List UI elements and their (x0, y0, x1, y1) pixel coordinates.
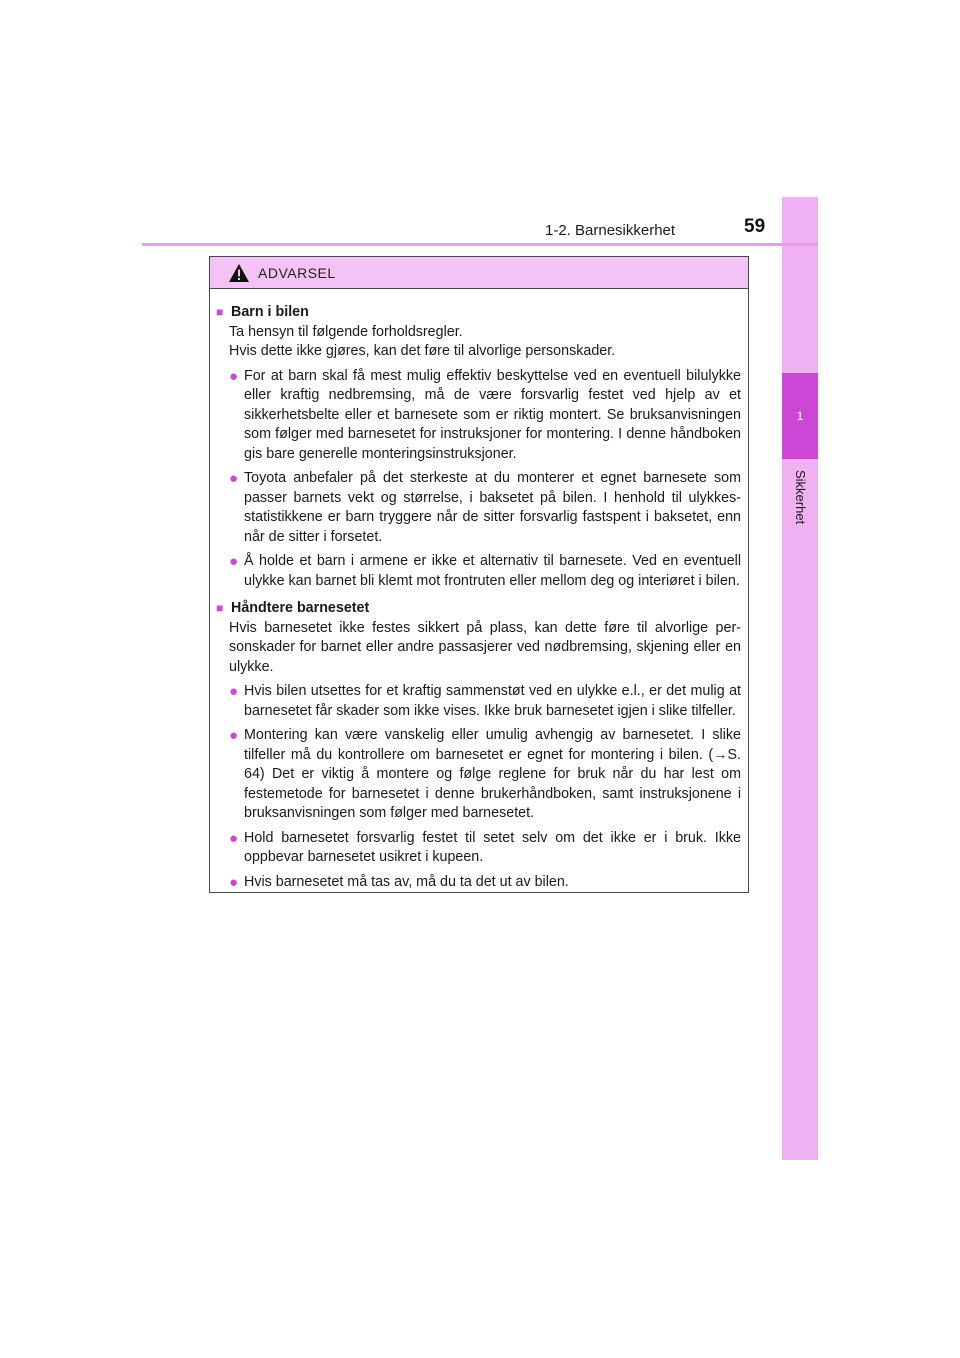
topic-title: Barn i bilen (231, 304, 309, 320)
header-divider (142, 243, 818, 246)
bullet-text: Hvis barnesetet må tas av, må du ta det ut av bilen. (244, 873, 569, 890)
list-item (216, 552, 741, 591)
bullet-text: Hold barnesetet forsvarlig festet til setet selv om det ikke er i bruk. Ikke oppbevar barnesetet usikret i kupeen. (244, 829, 741, 865)
bullet-dot-icon: ● (229, 829, 239, 847)
list-item (216, 829, 741, 868)
bullet-text: Hvis bilen utsettes for et kraftig sammenstøt ved en ulykke e.l., er det mulig at barnesetet får skader som ikke vises. Ikke bruk barnesetet igjen i slike tilfeller. (244, 683, 741, 719)
chapter-number: 1 (796, 409, 804, 423)
topic-intro (216, 619, 741, 678)
warning-box (209, 256, 749, 893)
bullet-dot-icon: ● (229, 367, 239, 385)
bullet-text: Å holde et barn i armene er ikke et alternativ til barnesete. Ved en eventuell ulykke kan barnet bli klemt mot frontruten eller mellom deg og interiøret i bilen. (244, 553, 741, 589)
page-number: 59 (744, 216, 766, 237)
bullet-dot-icon: ● (229, 470, 239, 487)
bullet-dot-icon: ● (229, 727, 239, 744)
section-title: 1-2. Barnesikkerhet (545, 222, 676, 239)
bullet-dot-icon: ● (229, 553, 239, 570)
square-bullet-icon: ■ (216, 305, 224, 319)
list-item (216, 367, 741, 465)
topic-title: Håndtere barnesetet (231, 600, 370, 616)
intro-line: Hvis dette ikke gjøres, kan det føre til alvorlige personskader. (229, 343, 616, 359)
topic-handling-child-seat (216, 599, 741, 892)
warning-triangle-icon (228, 263, 250, 283)
chapter-label: Sikkerhet (793, 470, 808, 525)
list-item (216, 873, 741, 893)
bullet-dot-icon: ● (229, 683, 239, 700)
warning-title: ADVARSEL (258, 264, 336, 281)
topic-children-in-car (216, 303, 741, 591)
bullet-text: For at barn skal få mest mulig effektiv beskyttelse ved en eventuell bilulykke eller kraftig nedbremsing, må de være forsvarlig festet ved hjelp av et sikkerhetsbelte eller et barnesete som er riktig montert. Se bruksanvisningen som følger med barnesetet for instruksjoner for montering. I denne håndboken gis bare generelle monteringsinstruksjoner. (244, 367, 741, 462)
intro-line: Hvis barnesetet ikke festes sikkert på plass, kan dette føre til alvorlige personskader for barnet eller andre passasjerer ved nødbremsing, skjening eller en ulykke. (229, 619, 741, 675)
list-item (216, 682, 741, 721)
bullet-text: Montering kan være vanskelig eller umulig avhengig av barnesetet. I slike tilfeller må du kontrollere om barnesetet er egnet for montering i bilen. (→S. 64) Det er viktig å montere og følge reglene for bruk når du har lest om festemetode for barnesetet i denne brukerhåndboken, samt instruksjonene i bruksanvisningen som følger med barnesetet. (244, 727, 741, 821)
list-item (216, 469, 741, 547)
topic-intro (216, 323, 741, 362)
square-bullet-icon: ■ (216, 601, 224, 615)
warning-header (210, 257, 748, 289)
bullet-text: Toyota anbefaler på det sterkeste at du monterer et egnet barnesete som passer barnets vekt og størrelse, i baksetet på bilen. I henhold til ulykkesstatistikkene er barn tryggere når de sitter forsvarlig fastspent i baksetet, enn når de sitter i forsetet. (244, 470, 741, 545)
warning-body (210, 289, 748, 892)
side-chapter-tab (782, 197, 818, 1160)
intro-line: Ta hensyn til følgende forholdsregler. (229, 323, 463, 340)
active-chapter-marker (782, 373, 818, 459)
bullet-dot-icon: ● (229, 873, 239, 891)
list-item (216, 726, 741, 824)
